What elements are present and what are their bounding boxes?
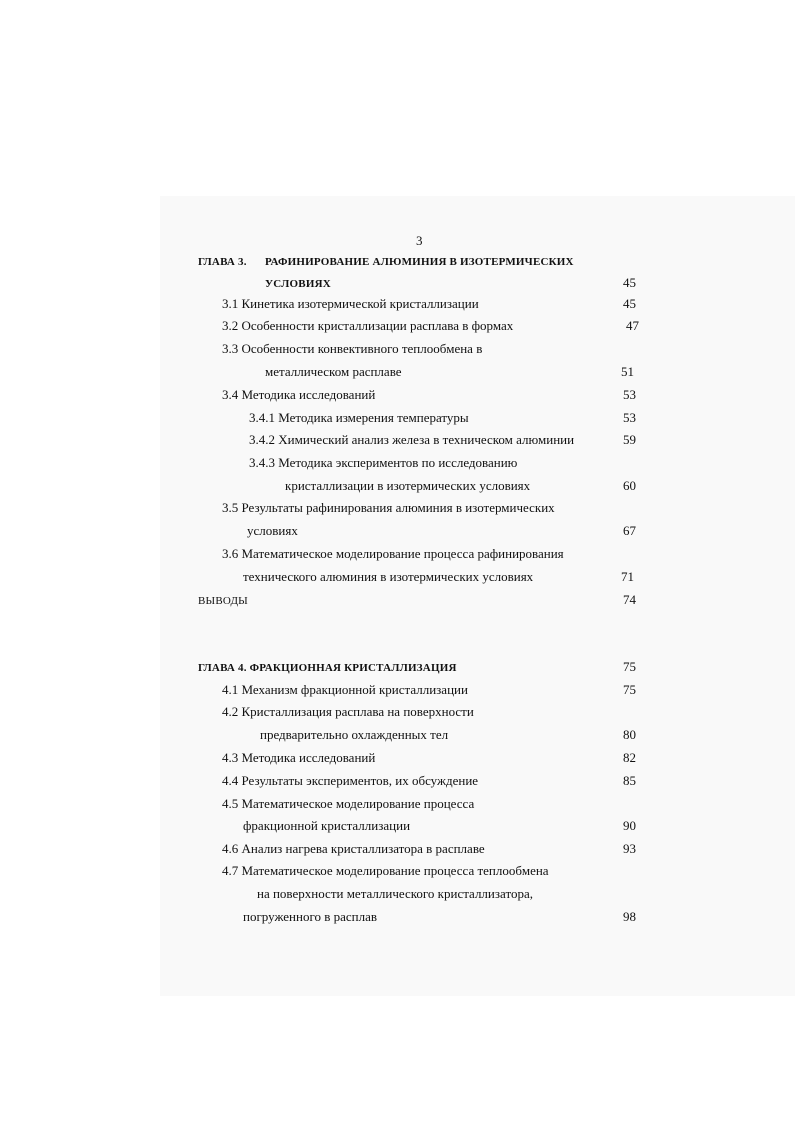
toc-page-3-2: 47 [626,318,639,333]
toc-entry-3-6-cont: технического алюминия в изотермических условиях [243,569,534,584]
toc-entry-4-4: 4.4 Результаты экспериментов, их обсуждение [222,773,479,788]
toc-entry-3-3: 3.3 Особенности конвективного теплообмена в [222,341,483,356]
chapter4-page: 75 [623,659,636,674]
toc-page-3-3: 51 [621,364,634,379]
toc-entry-4-7-cont: на поверхности металлического кристаллизатора, [257,886,533,901]
toc-entry-3-3-cont: металлическом расплаве [265,364,402,379]
toc-entry-3-6: 3.6 Математическое моделирование процесса рафинирования [222,546,564,561]
toc-entry-4-7-cont2: погруженного в расплав [243,909,377,924]
toc-entry-3-5-cont: условиях [247,523,298,538]
toc-entry-4-3: 4.3 Методика исследований [222,750,376,765]
conclusions-page: 74 [623,592,636,607]
toc-page-4-6: 93 [623,841,636,856]
page-number: 3 [416,233,423,248]
toc-page-3-4-2: 59 [623,432,636,447]
toc-page-3-4-3: 60 [623,478,636,493]
chapter4-title: ГЛАВА 4. ФРАКЦИОННАЯ КРИСТАЛЛИЗАЦИЯ [198,662,457,674]
chapter3-title-line2: УСЛОВИЯХ [265,278,331,290]
toc-page-4-5: 90 [623,818,636,833]
toc-page-4-1: 75 [623,682,636,697]
toc-page-4-4: 85 [623,773,636,788]
toc-entry-4-5-cont: фракционной кристаллизации [243,818,411,833]
toc-entry-3-4: 3.4 Методика исследований [222,387,376,402]
toc-entry-3-4-1: 3.4.1 Методика измерения температуры [249,410,469,425]
chapter3-label: ГЛАВА 3. [198,256,247,268]
toc-entry-4-6: 4.6 Анализ нагрева кристаллизатора в расплаве [222,841,485,856]
toc-entry-3-4-2: 3.4.2 Химический анализ железа в техническом алюминии [249,432,575,447]
toc-page-3-1: 45 [623,296,636,311]
toc-page-3-4: 53 [623,387,636,402]
toc-entry-3-4-3: 3.4.3 Методика экспериментов по исследованию [249,455,518,470]
toc-entry-4-1: 4.1 Механизм фракционной кристаллизации [222,682,468,697]
toc-entry-4-2: 4.2 Кристаллизация расплава на поверхности [222,704,474,719]
toc-page-4-2: 80 [623,727,636,742]
toc-entry-3-2: 3.2 Особенности кристаллизации расплава в формах [222,318,514,333]
toc-entry-3-5: 3.5 Результаты рафинирования алюминия в изотермических [222,500,555,515]
chapter3-title-line1: РАФИНИРОВАНИЕ АЛЮМИНИЯ В ИЗОТЕРМИЧЕСКИХ [265,256,574,268]
chapter3-page: 45 [623,275,636,290]
toc-entry-4-2-cont: предварительно охлажденных тел [260,727,449,742]
toc-page-3-5: 67 [623,523,636,538]
conclusions-label: ВЫВОДЫ [198,595,248,607]
toc-page-3-6: 71 [621,569,634,584]
toc-entry-4-7: 4.7 Математическое моделирование процесса теплообмена [222,863,549,878]
toc-entry-3-4-3-cont: кристаллизации в изотермических условиях [285,478,531,493]
toc-page-3-4-1: 53 [623,410,636,425]
toc-entry-3-1: 3.1 Кинетика изотермической кристаллизации [222,296,479,311]
toc-page-4-3: 82 [623,750,636,765]
toc-page-4-7: 98 [623,909,636,924]
toc-entry-4-5: 4.5 Математическое моделирование процесса [222,796,475,811]
